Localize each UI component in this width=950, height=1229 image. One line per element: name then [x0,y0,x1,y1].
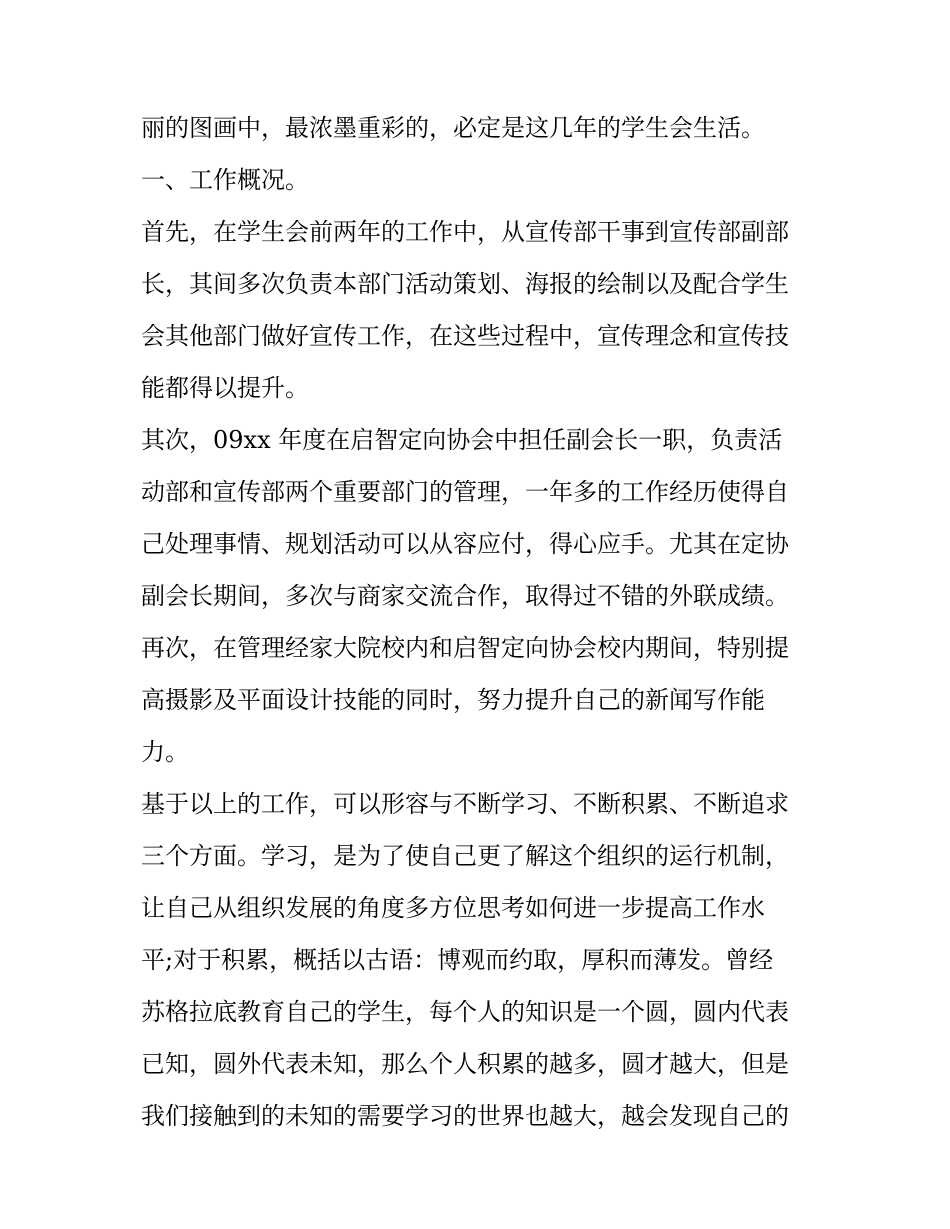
text-line: 苏格拉底教育自己的学生，每个人的知识是一个圆，圆内代表 [141,998,789,1026]
text-line: 我们接触到的未知的需要学习的世界也越大，越会发现自己的 [141,1102,789,1130]
text-line: 动部和宣传部两个重要部门的管理，一年多的工作经历使得自 [141,478,789,506]
text-line: 高摄影及平面设计技能的同时，努力提升自己的新闻写作能 [141,686,765,714]
section-heading: 一、工作概况。 [141,166,309,194]
text-line: 平;对于积累，概括以古语：博观而约取，厚积而薄发。曾经 [141,946,774,974]
text-line: 三个方面。学习，是为了使自己更了解这个组织的运行机制， [141,842,789,870]
text-line: 让自己从组织发展的角度多方位思考如何进一步提高工作水 [141,894,765,922]
text-line: 丽的图画中，最浓墨重彩的，必定是这几年的学生会生活。 [141,114,765,142]
text-line: 长，其间多次负责本部门活动策划、海报的绘制以及配合学生 [141,270,789,298]
text-line: 其次，09xx 年度在启智定向协会中担任副会长一职，负责活 [141,426,783,454]
text-line: 首先，在学生会前两年的工作中，从宣传部干事到宣传部副部 [141,218,789,246]
text-line: 己处理事情、规划活动可以从容应付，得心应手。尤其在定协 [141,530,789,558]
text-line: 副会长期间，多次与商家交流合作，取得过不错的外联成绩。 [141,582,789,610]
text-line: 基于以上的工作，可以形容与不断学习、不断积累、不断追求 [141,790,789,818]
text-line: 能都得以提升。 [141,374,309,402]
text-line: 已知，圆外代表未知，那么个人积累的越多，圆才越大，但是 [141,1050,789,1078]
text-line: 会其他部门做好宣传工作，在这些过程中，宣传理念和宣传技 [141,322,789,350]
text-line: 再次，在管理经家大院校内和启智定向协会校内期间，特别提 [141,634,789,662]
text-line: 力。 [141,738,189,766]
